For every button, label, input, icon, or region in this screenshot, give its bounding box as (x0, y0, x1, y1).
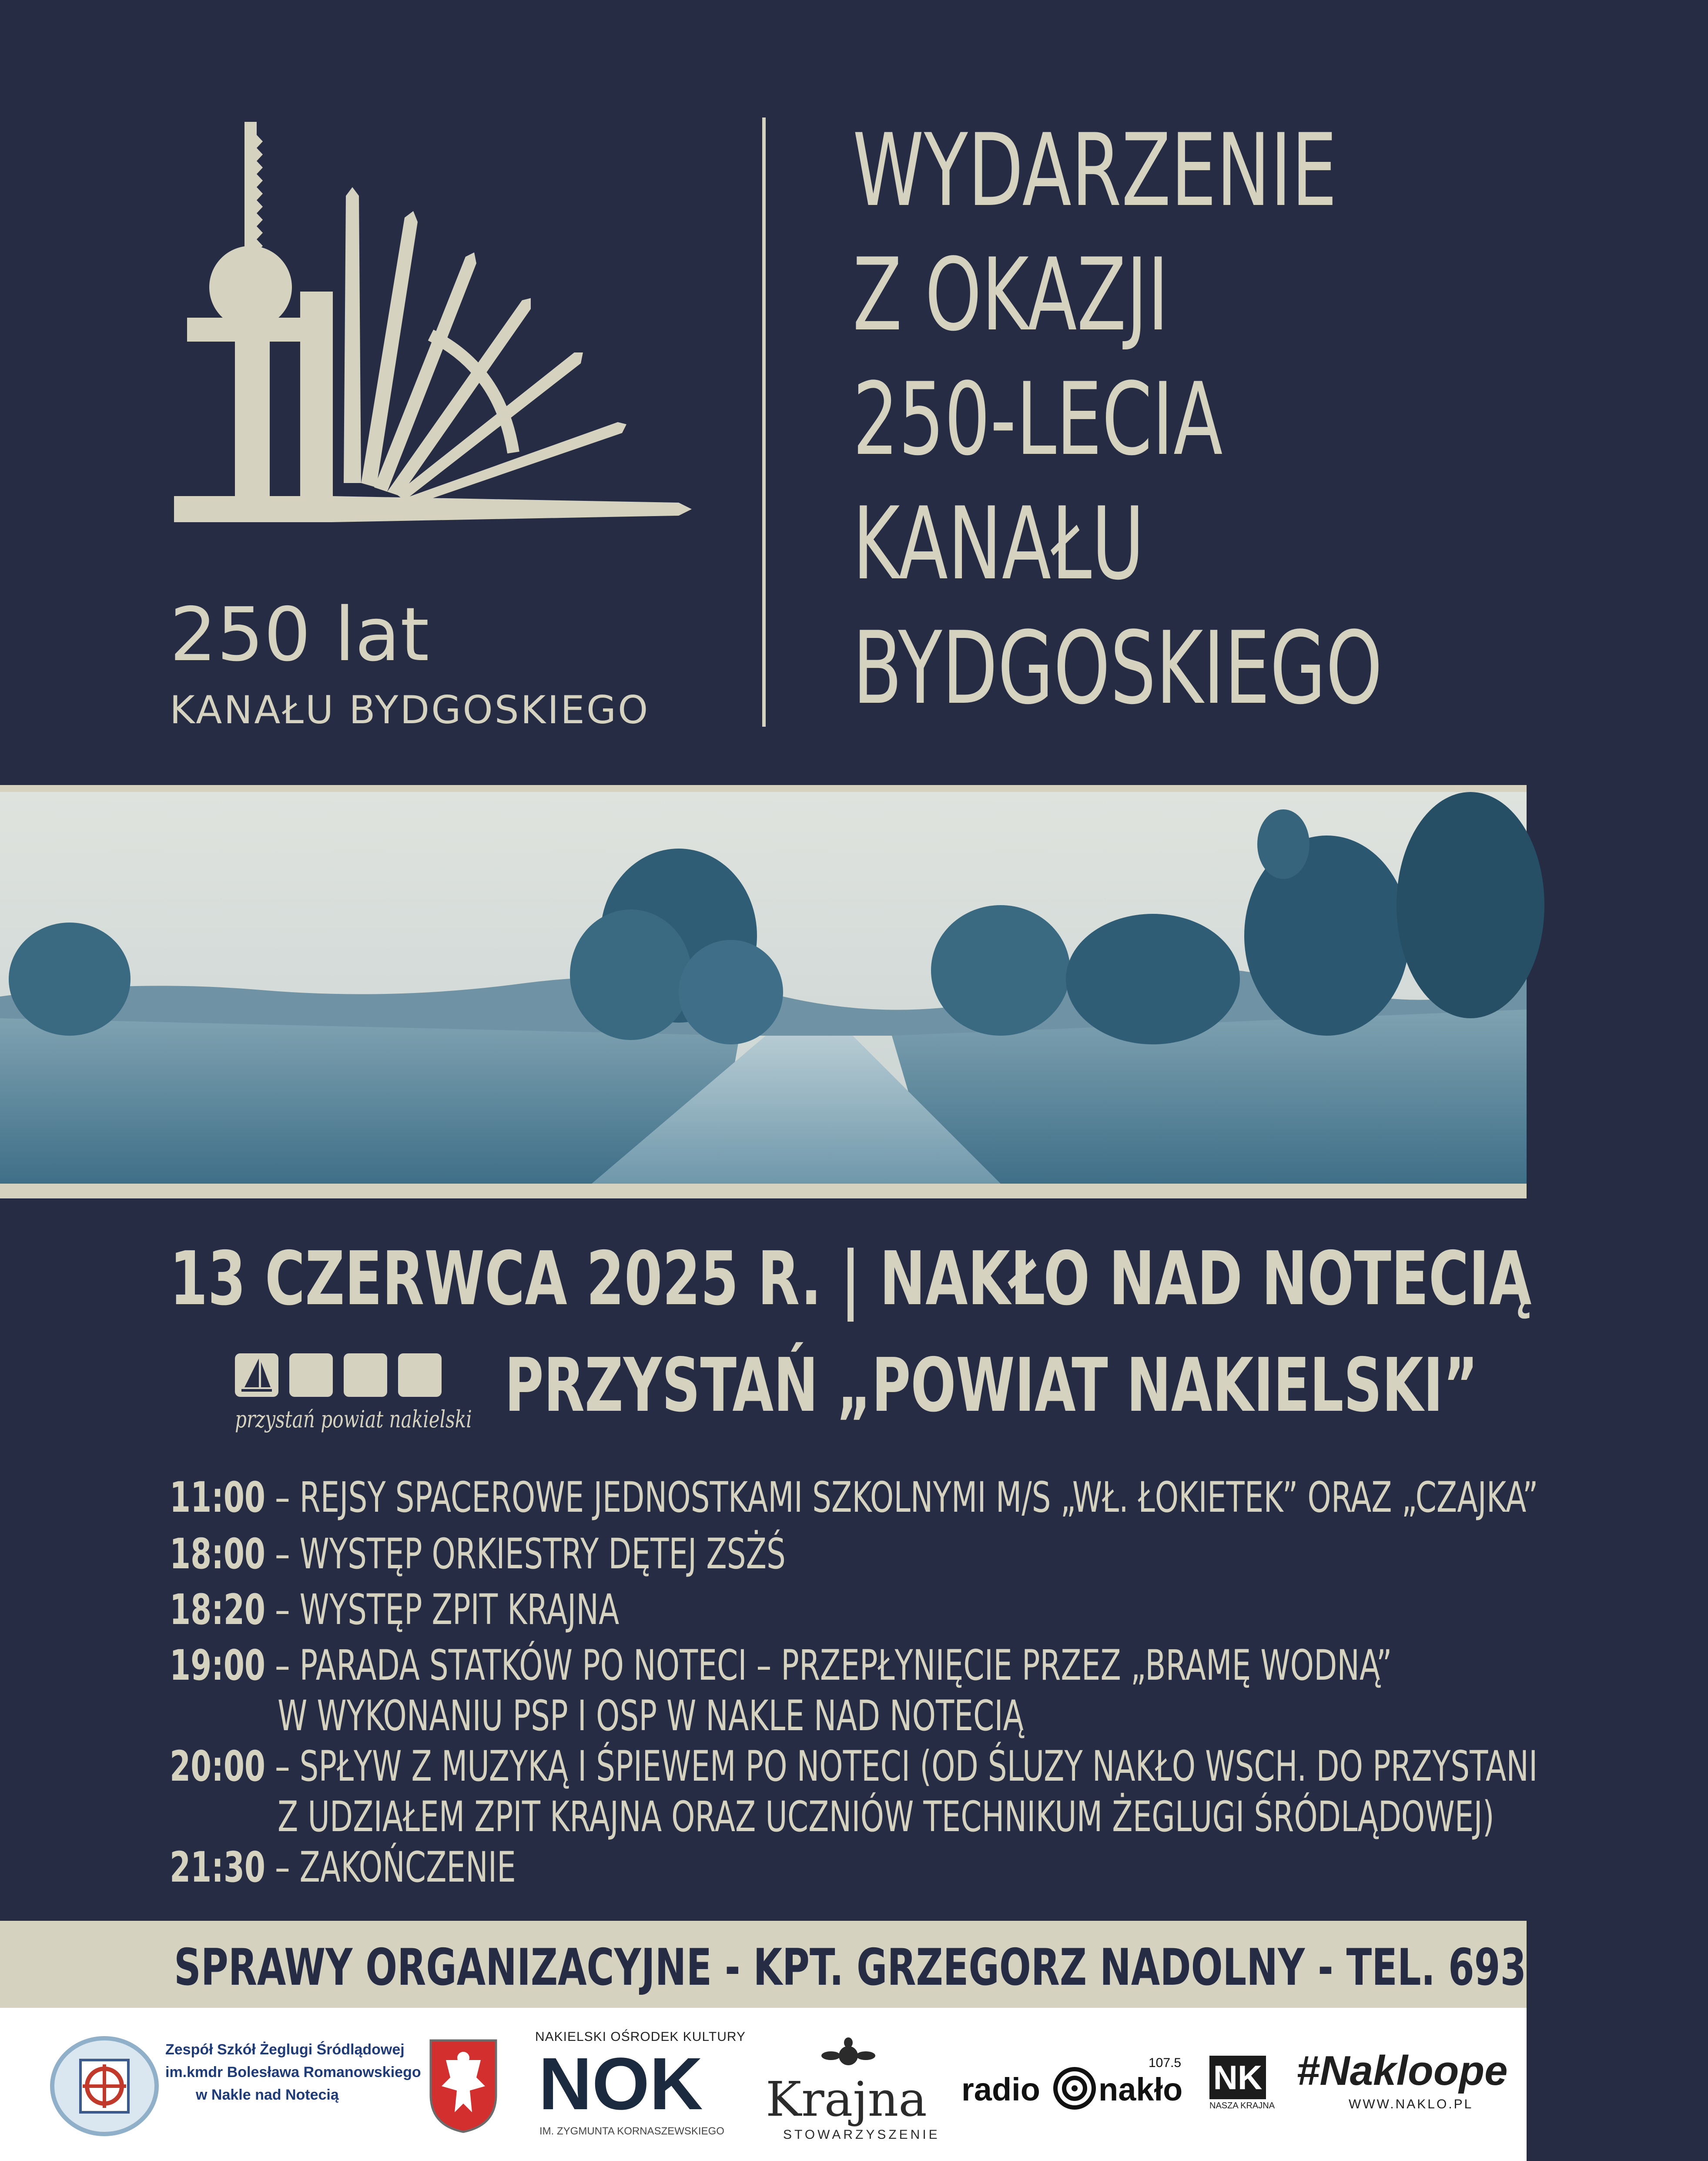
krajna-sub-text: STOWARZYSZENIE (783, 2127, 940, 2142)
nakloope-logo (1296, 2047, 1508, 2125)
nok-logo-text: NOK (539, 2043, 703, 2125)
schedule-item: 18:00 – WYSTĘP ORKIESTRY DĘTEJ ZSŻŚ (170, 1530, 786, 1578)
nk-text: NK (1209, 2056, 1266, 2099)
radio-naklo-logo (961, 2056, 1188, 2125)
headline-line-4: KANAŁU (853, 486, 1145, 602)
schedule-item-continuation: Z UDZIAŁEM ZPIT KRAJNA ORAZ UCZNIÓW TECHNIKUM ŻEGLUGI ŚRÓDLĄDOWEJ) (278, 1792, 1494, 1841)
vertical-divider (762, 117, 766, 727)
school-name-line-3: w Nakle nad Notecią (196, 2087, 339, 2103)
marina-logo (235, 1353, 472, 1440)
nasza-krajna-logo (1209, 2056, 1275, 2121)
radio-wave-icon (1053, 2067, 1096, 2110)
marina-name: PRZYSTAŃ „POWIAT NAKIELSKI” (505, 1342, 1478, 1429)
nok-logo (535, 2030, 746, 2143)
schedule-item: 21:30 – ZAKOŃCZENIE (170, 1843, 516, 1892)
schedule-item: 11:00 – REJSY SPACEROWE JEDNOSTKAMI SZKOLNYMI M/S „WŁ. ŁOKIETEK” ORAZ „CZAJKA” (170, 1473, 1538, 1522)
lock-gate-sun-icon (170, 109, 735, 579)
sailboat-icon (235, 1353, 278, 1397)
headline-line-1: WYDARZENIE (853, 113, 1337, 229)
canal-anniversary-logo (170, 109, 735, 740)
krajna-text: Krajna (766, 2071, 927, 2127)
contact-text: SPRAWY ORGANIZACYJNE - KPT. GRZEGORZ NADOLNY - TEL. 693 855 016 (174, 1938, 1708, 1997)
schedule-item: 19:00 – PARADA STATKÓW PO NOTECI – PRZEPŁYNIĘCIE PRZEZ „BRAMĘ WODNĄ” (170, 1641, 1392, 1690)
school-name-line-1: Zespół Szkół Żeglugi Śródlądowej (165, 2041, 405, 2058)
schedule-item-continuation: W WYKONANIU PSP I OSP W NAKLE NAD NOTECIĄ (278, 1691, 1024, 1740)
nok-top-text: NAKIELSKI OŚRODEK KULTURY (535, 2030, 746, 2044)
radio-text: radio (961, 2071, 1040, 2107)
schedule-item: 18:20 – WYSTĘP ZPIT KRAJNA (170, 1585, 620, 1634)
sponsors-strip (0, 2008, 1527, 2161)
canal-landscape-photo (0, 792, 1527, 1184)
krajna-flower-icon (818, 2038, 879, 2073)
headline-line-3: 250-LECIA (853, 362, 1223, 478)
headline (853, 109, 1588, 731)
marina-square-icon (289, 1353, 333, 1397)
school-emblem-icon (48, 2034, 161, 2138)
marina-square-icon (398, 1353, 442, 1397)
naklo-url: WWW.NAKLO.PL (1349, 2097, 1474, 2111)
canal-landscape-illustration (0, 792, 1527, 1184)
nok-bottom-text: IM. ZYGMUNTA KORNASZEWSKIEGO (539, 2125, 724, 2137)
coat-of-arms-icon (429, 2038, 498, 2134)
marina-square-icon (344, 1353, 387, 1397)
school-logo (48, 2034, 421, 2138)
radio-frequency: 107.5 (1149, 2056, 1182, 2070)
headline-line-5: BYDGOSKIEGO (853, 611, 1383, 727)
school-name-line-2: im.kmdr Bolesława Romanowskiego (165, 2064, 421, 2080)
headline-line-2: Z OKAZJI (853, 237, 1169, 353)
county-coat-of-arms (429, 2038, 498, 2134)
schedule-item: 20:00 – SPŁYW Z MUZYKĄ I ŚPIEWEM PO NOTECI (OD ŚLUZY NAKŁO WSCH. DO PRZYSTANI (170, 1742, 1538, 1791)
nk-sub-text: NASZA KRAJNA (1209, 2101, 1275, 2111)
nakloope-text: #Nakloope (1296, 2047, 1508, 2094)
krajna-logo (757, 2038, 940, 2143)
photo-band (0, 785, 1527, 1198)
event-date-place: 13 CZERWCA 2025 R. | NAKŁO NAD NOTECIĄ (170, 1236, 1532, 1322)
contact-bar (0, 1921, 1708, 2008)
logo-years-text: 250 lat (170, 592, 429, 678)
logo-subtitle: KANAŁU BYDGOSKIEGO (170, 688, 650, 732)
marina-logo-caption: przystań powiat nakielski (235, 1406, 472, 1433)
radio-name-text: nakło (1098, 2071, 1183, 2107)
